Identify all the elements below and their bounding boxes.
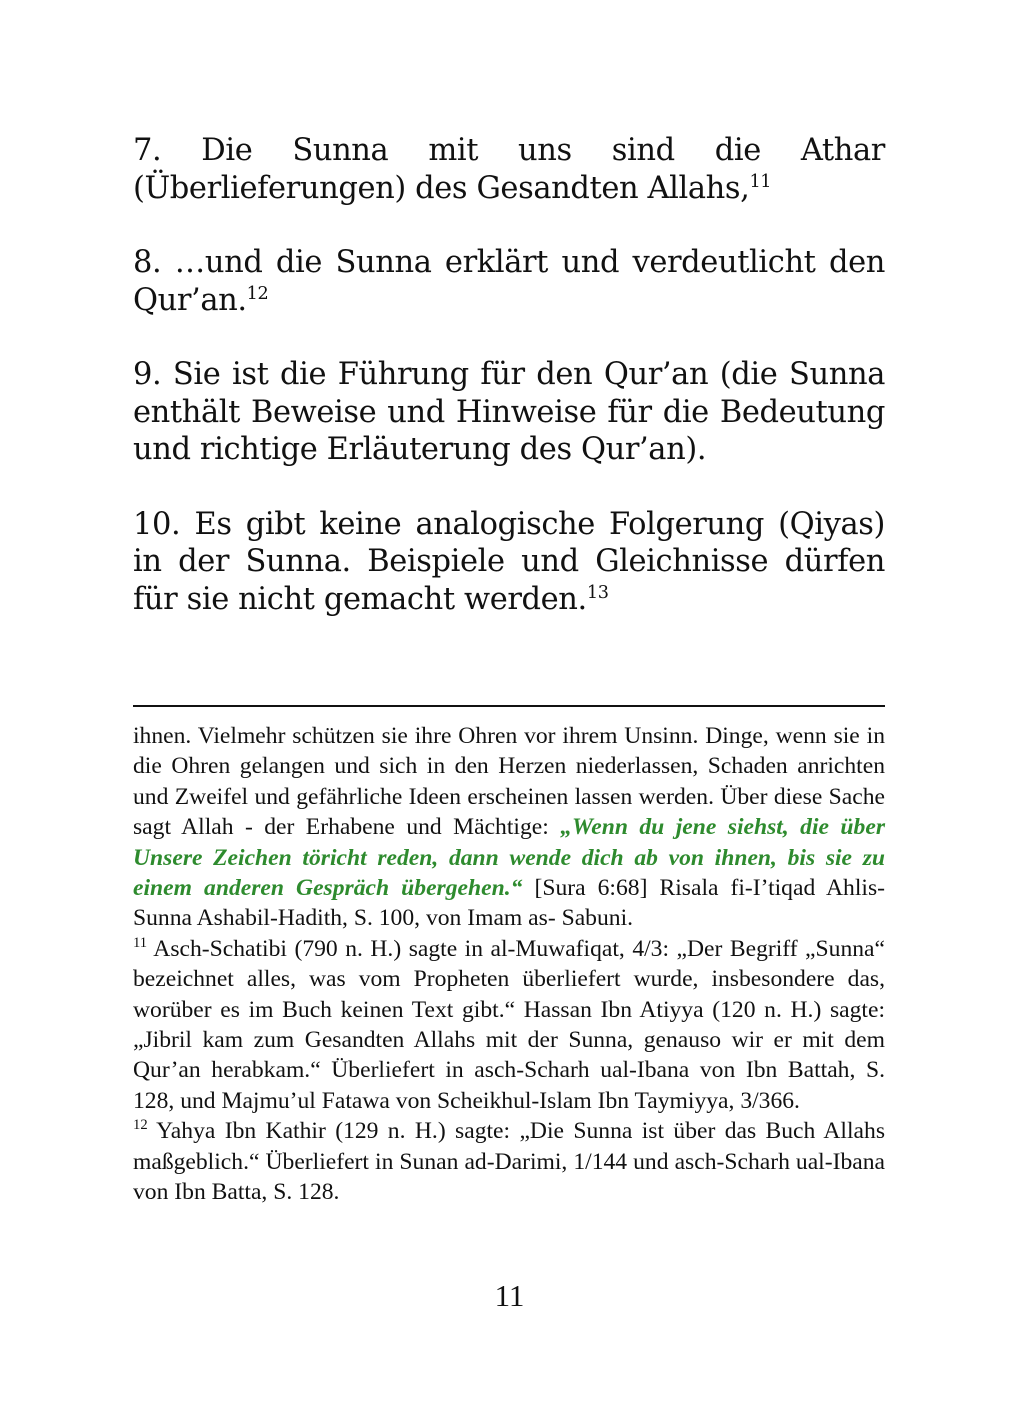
footnote-12: $^{12}$ Yahya Ibn Kathir (129 n. H.) sagte: „Die Sunna ist über das Buch Allahs maßgeblich.“ Überliefert in Sunan ad-Darimi, 1/144 und asch-Scharh ual-Ibana von Ibn Batta, S. 128. bbox=[133, 1117, 885, 1206]
footnote-separator bbox=[133, 705, 885, 707]
paragraph-10: 10. Es gibt keine analogische Folgerung (Qiyas) in der Sunna. Beispiele und Gleichnisse dürfen für sie nicht gemacht werden.$^{13}$ bbox=[133, 506, 885, 617]
footnote-ref-13[interactable]: 13 bbox=[586, 582, 609, 603]
quran-quote: „Wenn du jene siehst, die über Unsere Zeichen töricht reden, dann wende dich ab von ihnen, bis sie zu einem anderen Gespräch übergehen.“ bbox=[133, 814, 885, 902]
paragraph-7: 7. Die Sunna mit uns sind die Athar (Überlieferungen) des Gesandten Allahs,$^{11}$ bbox=[133, 133, 885, 206]
footnote-marker: 11 bbox=[133, 934, 148, 951]
footnotes bbox=[133, 721, 885, 1208]
paragraph-9: 9. Sie ist die Führung für den Qur’an (die Sunna enthält Beweise und Hinweise für die Bedeutung und richtige Erläuterung des Qur’an). bbox=[133, 357, 885, 467]
footnote-ref-11[interactable]: 11 bbox=[749, 171, 772, 192]
paragraph-8: 8. …und die Sunna erklärt und verdeutlicht den Qur’an.$^{12}$ bbox=[133, 245, 885, 318]
footnote-marker: 12 bbox=[133, 1117, 148, 1134]
footnote-ref-12[interactable]: 12 bbox=[246, 283, 269, 304]
footnote-continuation: ihnen. Vielmehr schützen sie ihre Ohren vor ihrem Unsinn. Dinge, wenn sie in die Ohren gelangen und sich in den Herzen niederlassen, Schaden anrichten und Zweifel und gefährliche Ideen erscheinen lassen werden. Über diese Sache sagt Allah - der Erhabene und Mächtige: „Wenn du jene siehst, die über Unsere Zeichen töricht reden, dann wende dich ab von ihnen, bis sie zu einem anderen Gespräch übergehen.“ [Sura 6:68] Risala fi-I’tiqad Ahlis-Sunna Ashabil-Hadith, S. 100, von Imam as- Sabuni. bbox=[133, 723, 885, 932]
main-text bbox=[133, 132, 885, 655]
page-number: 11 bbox=[494, 1278, 525, 1313]
footnote-11: $^{11}$ Asch-Schatibi (790 n. H.) sagte in al-Muwafiqat, 4/3: „Der Begriff „Sunna“ bezeichnet alles, was vom Propheten überliefert wurde, insbesondere das, worüber es im Buch keinen Text gibt.“ Hassan Ibn Atiyya (120 n. H.) sagte: „Jibril kam zum Gesandten Allahs mit der Sunna, genauso wir er mit dem Qur’an herabkam.“ Überliefert in asch-Scharh ual-Ibana von Ibn Battah, S. 128, und Majmu’ul Fatawa von Scheikhul-Islam Ibn Taymiyya, 3/366. bbox=[133, 934, 885, 1114]
